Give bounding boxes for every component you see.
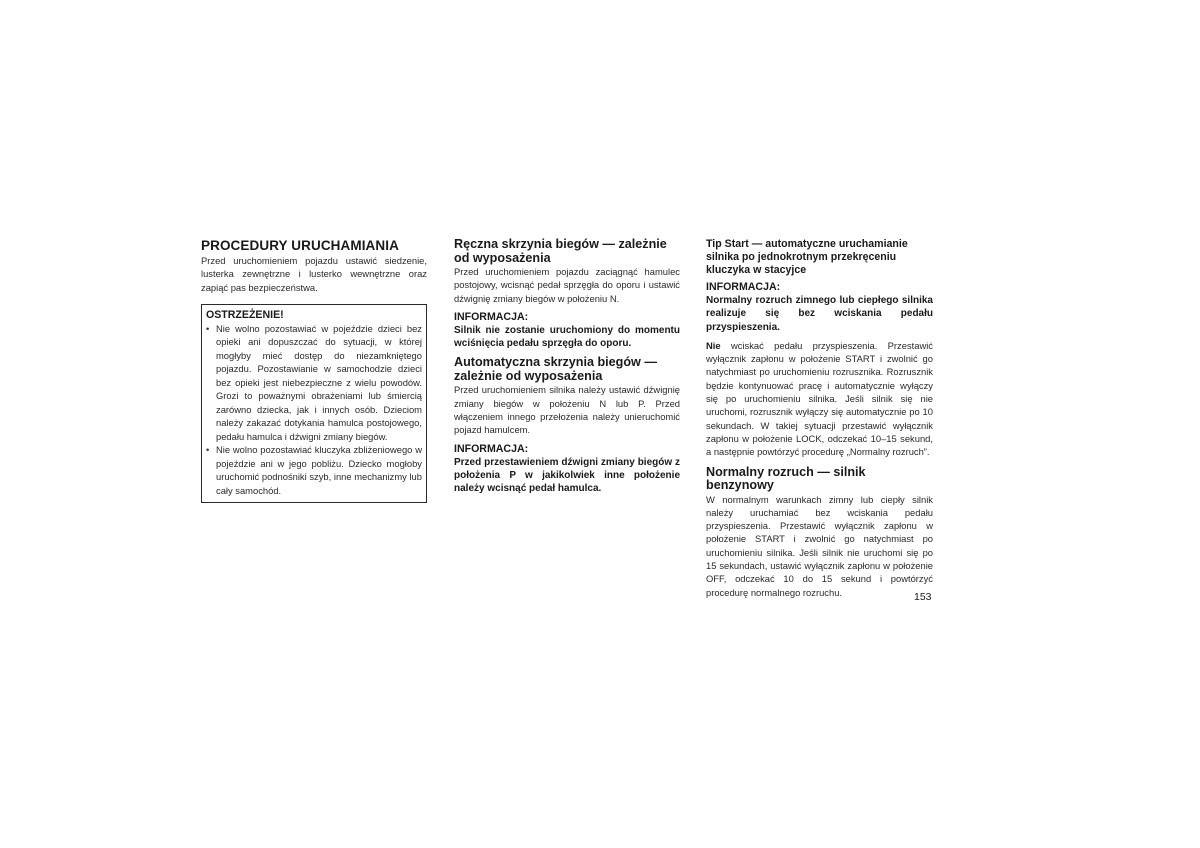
page-number: 153: [914, 591, 932, 603]
warning-title: OSTRZEŻENIE!: [206, 308, 284, 321]
intro-paragraph: Przed uruchomieniem pojazdu ustawić siedzenie, lusterka zewnętrzne i lusterko wewnętrzne oraz zapiąć pas bezpieczeństwa.: [201, 255, 427, 293]
column-left: [201, 238, 427, 503]
info-text: Normalny rozruch zimnego lub ciepłego silnika realizuje się bez wciskania pedału przyspieszenia.: [706, 295, 933, 333]
info-label: INFORMACJA:: [706, 281, 781, 293]
info-text: Silnik nie zostanie uruchomiony do momentu wciśnięcia pedału sprzęgła do oporu.: [454, 324, 680, 350]
column-middle: [454, 238, 680, 496]
automatic-gearbox-heading: Automatyczna skrzynia biegów — zależnie od wyposażenia: [454, 355, 657, 383]
info-label: INFORMACJA:: [454, 442, 529, 455]
info-text: Przed przestawieniem dźwigni zmiany biegów z położenia P w jakikolwiek inne położenie należy wcisnąć pedał hamulca.: [454, 456, 680, 495]
warning-item: • Nie wolno pozostawiać kluczyka zbliżeniowego w pojeździe ani w jego pobliżu. Dziecko mogłoby uruchomić podnośniki szyb, inne mechanizmy lub cały samochód.: [206, 444, 422, 496]
emphasis-word: Nie: [706, 339, 721, 351]
tip-start-paragraph: Nie wciskać pedału przyspieszenia. Przestawić wyłącznik zapłonu w położenie START i zwolnić go natychmiast po uruchomieniu rozrusznika. Rozrusznik będzie kontynuować pracę i automatycznie wyłączy się po uruchomieniu silnika. Jeśli silnik się nie uruchomi, rozrusznik wyłączy się automatycznie po 10 sekundach. W takiej sytuacji przestawić wyłącznik zapłonu w położenie LOCK, odczekać 10–15 sekund, a następnie powtórzyć procedurę „Normalny rozruch”.: [706, 339, 933, 458]
manual-gearbox-text: Przed uruchomieniem pojazdu zaciągnąć hamulec postojowy, wcisnąć pedał sprzęgła do oporu i ustawić dźwignię zmiany biegów w położeniu N.: [454, 266, 680, 304]
section-heading: PROCEDURY URUCHAMIANIA: [201, 238, 399, 253]
column-right: [706, 238, 933, 599]
tip-start-heading: Tip Start — automatyczne uruchamianie silnika po jednokrotnym przekręceniu kluczyka w stacyjce: [706, 238, 908, 276]
warning-box: [201, 304, 427, 504]
bullet-icon: •: [206, 322, 210, 334]
automatic-gearbox-text: Przed uruchomieniem silnika należy ustawić dźwignię zmiany biegów w położeniu N lub P. Przed włączeniem innego przełożenia należy unieruchomić pojazd hamulcem.: [454, 384, 680, 436]
normal-start-heading: Normalny rozruch — silnik benzynowy: [706, 464, 866, 493]
info-label: INFORMACJA:: [454, 310, 529, 323]
normal-start-text: W normalnym warunkach zimny lub ciepły silnik należy uruchamiać bez wciskania pedału przyspieszenia. Przestawić wyłącznik zapłonu w położenie START i zwolnić go natychmiast po uruchomieniu silnika. Jeśli silnik nie uruchomi się po 15 sekundach, ustawić wyłącznik zapłonu w położenie OFF, odczekać 10 do 15 sekund i powtórzyć procedurę normalnego rozruchu.: [706, 493, 933, 598]
warning-item: • Nie wolno pozostawiać w pojeździe dzieci bez opieki ani dopuszczać do sytuacji, w której mogłyby mieć dostęp do niezamkniętego pojazdu. Pozostawianie w samochodzie dzieci bez opieki jest niebezpieczne z wielu powodów. Grozi to poważnymi obrażeniami lub śmiercią zarówno dziecka, jak i innych osób. Dzieciom należy zakazać dotykania hamulca postojowego, pedału hamulca i dźwigni zmiany biegów.: [206, 322, 422, 442]
manual-gearbox-heading: Ręczna skrzynia biegów — zależnie od wyposażenia: [454, 237, 667, 265]
bullet-icon: •: [206, 444, 210, 456]
warning-list: [206, 322, 422, 498]
